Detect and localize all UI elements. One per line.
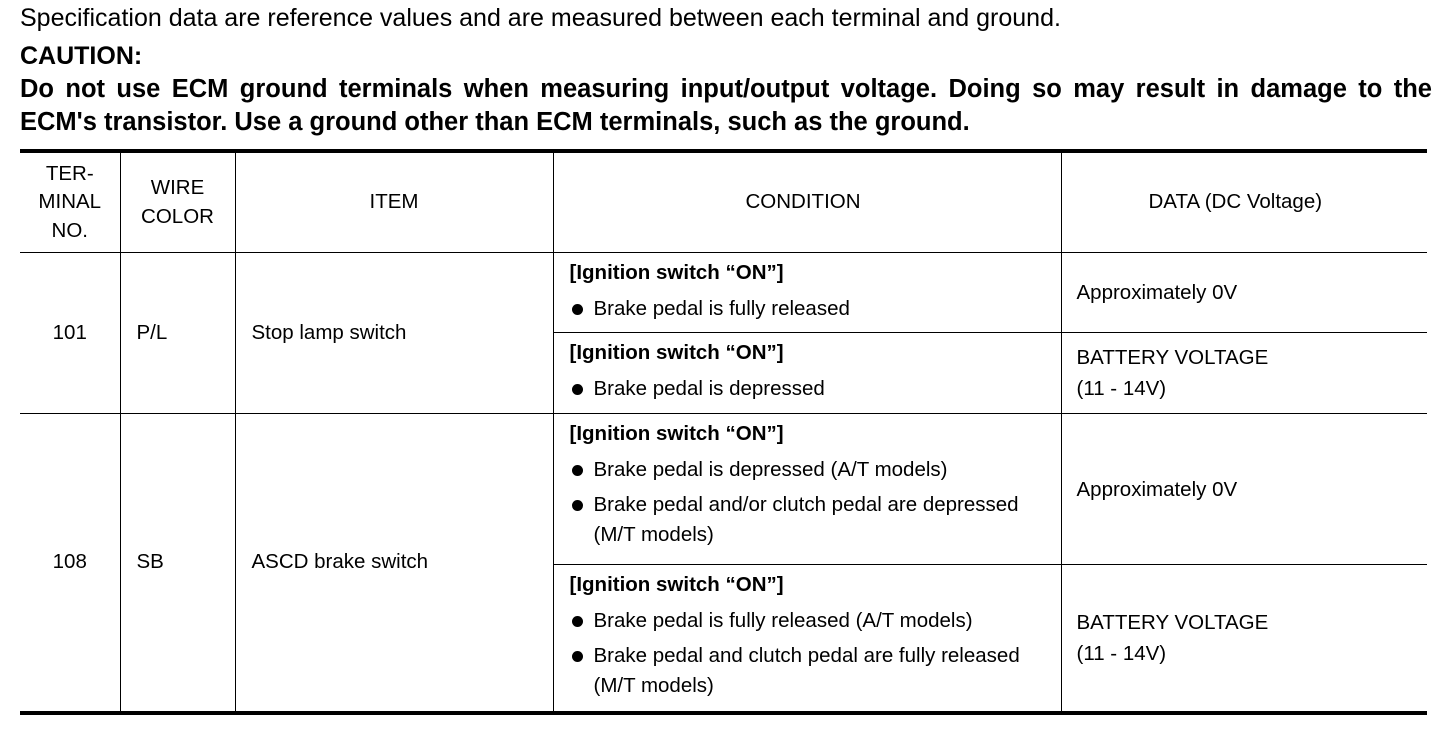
bullet-dot-icon [572,384,583,395]
data-cell: BATTERY VOLTAGE (11 - 14V) [1061,333,1427,414]
condition-bullet: Brake pedal and/or clutch pedal are depressed (M/T models) [570,490,1051,550]
bullet-dot-icon [572,616,583,627]
table-row [20,253,1427,333]
bullet-dot-icon [572,500,583,511]
condition-bullet: Brake pedal is depressed [570,374,1051,404]
condition-bullet: Brake pedal is depressed (A/T models) [570,455,1051,485]
header-data: DATA (DC Voltage) [1061,151,1427,253]
bullet-dot-icon [572,465,583,476]
condition-heading: [Ignition switch “ON”] [569,341,784,364]
table-header-row [20,151,1427,253]
condition-cell [553,333,1061,414]
header-wire-color: WIRE COLOR [120,151,235,253]
data-cell: BATTERY VOLTAGE (11 - 14V) [1061,565,1427,713]
header-item: ITEM [235,151,553,253]
table-row [20,414,1427,565]
condition-cell [553,253,1061,333]
wire-color-cell: P/L [120,253,235,414]
caution-body: Do not use ECM ground terminals when measuring input/output voltage. Doing so may result in damage to the ECM's transistor. Use a ground other than ECM terminals, such as the ground. [20,75,1432,136]
condition-heading: [Ignition switch “ON”] [569,422,784,445]
condition-bullet: Brake pedal is fully released [570,294,1051,324]
condition-bullet: Brake pedal is fully released (A/T models) [570,606,1051,636]
intro-text: Specification data are reference values and are measured between each terminal and ground. [20,4,1061,32]
caution-title: CAUTION: [20,42,143,70]
condition-heading: [Ignition switch “ON”] [569,261,784,284]
bullet-dot-icon [572,304,583,315]
bullet-dot-icon [572,651,583,662]
header-condition: CONDITION [553,151,1061,253]
terminal-no-cell: 108 [20,414,120,713]
condition-cell [553,565,1061,713]
wire-color-cell: SB [120,414,235,713]
item-cell: ASCD brake switch [235,414,553,713]
terminal-no-cell: 101 [20,253,120,414]
condition-cell [553,414,1061,565]
condition-bullet: Brake pedal and clutch pedal are fully released (M/T models) [570,641,1051,701]
header-terminal-no: TER- MINAL NO. [20,151,120,253]
terminal-spec-table [20,149,1427,715]
item-cell: Stop lamp switch [235,253,553,414]
condition-heading: [Ignition switch “ON”] [569,573,784,596]
data-cell: Approximately 0V [1061,414,1427,565]
data-cell: Approximately 0V [1061,253,1427,333]
